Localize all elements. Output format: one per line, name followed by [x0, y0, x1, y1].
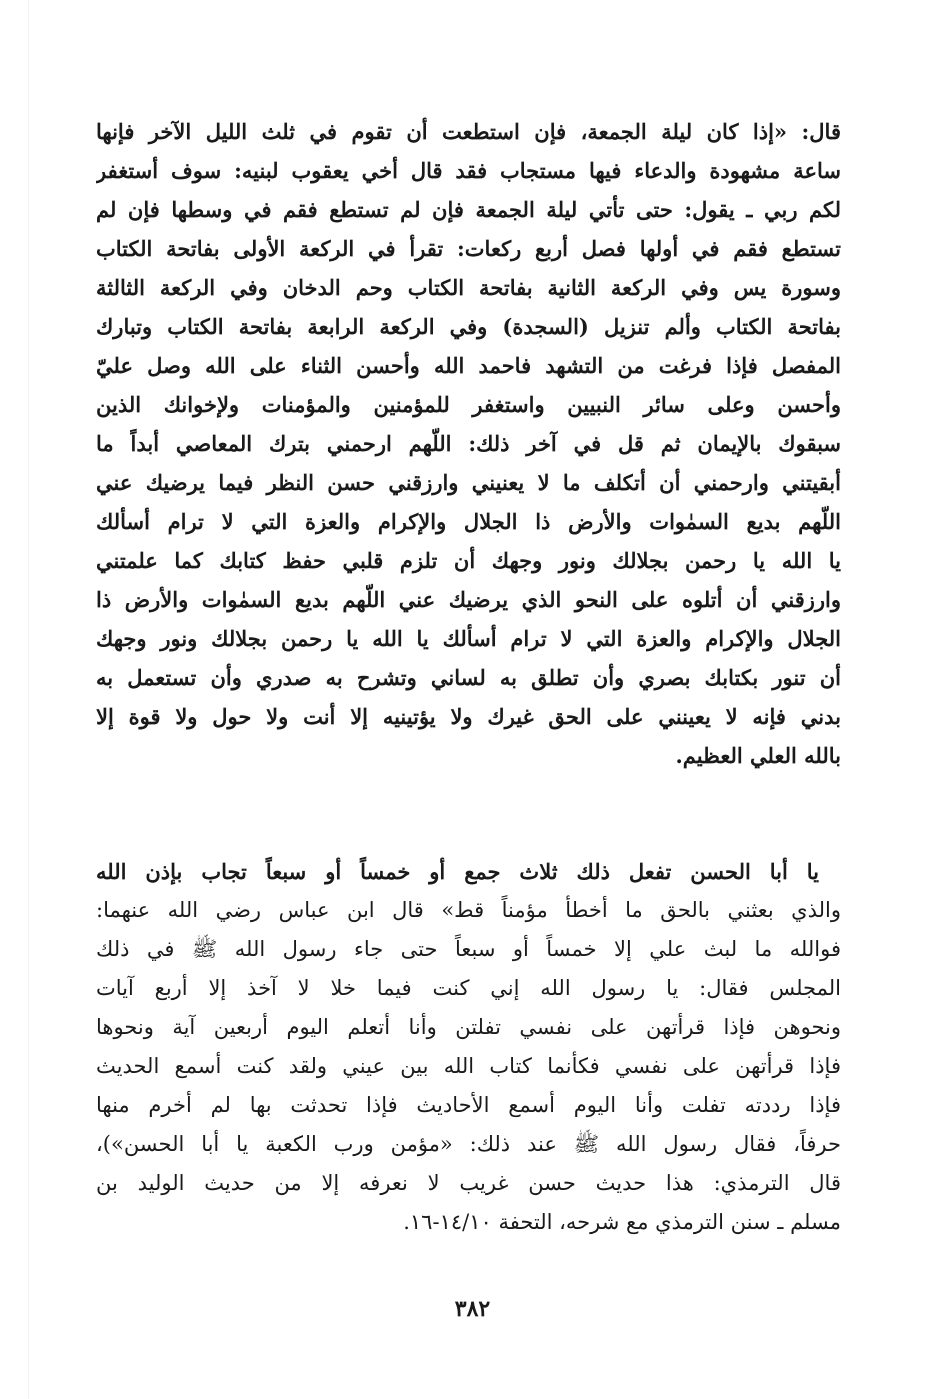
- paragraph-narration-text: [96, 852, 841, 1242]
- text-line: المفصل فإذا فرغت من التشهد فاحمد الله وأحسن الثناء على الله وصل عليّ: [96, 353, 841, 378]
- scan-shadow-edge: [28, 0, 29, 1399]
- text-line: قال: «إذا كان ليلة الجمعة، فإن استطعت أن تقوم في ثلث الليل الآخر فإنها: [96, 119, 841, 144]
- text-line: أبقيتني وارحمني أن أتكلف ما لا يعنيني وارزقني حسن النظر فيما يرضيك عني: [96, 470, 841, 495]
- text-line: لكم ربي ـ يقول: حتى تأتي ليلة الجمعة فإن لم تستطع فقم في وسطها فإن لم: [96, 197, 841, 222]
- text-line: اللّهم بديع السمٰوات والأرض ذا الجلال والإكرام والعزة التي لا ترام أسألك: [96, 509, 841, 534]
- text-line: مسلم ـ سنن الترمذي مع شرحه، التحفة ١٤/١٠-١٦.: [403, 1210, 841, 1234]
- text-line: فإذا قرأتهن على نفسي فكأنما كتاب الله بين عيني ولقد كنت أسمع الحديث: [96, 1054, 841, 1078]
- text-line: ساعة مشهودة والدعاء فيها مستجاب فقد قال أخي يعقوب لبنيه: سوف أستغفر: [96, 158, 841, 183]
- text-line: الجلال والإكرام والعزة التي لا ترام أسألك يا الله يا رحمن بجلالك ونور وجهك: [96, 626, 841, 651]
- text-line: وسورة يس وفي الركعة الثانية بفاتحة الكتاب وحم الدخان وفي الركعة الثالثة: [96, 275, 841, 300]
- text-line: سبقوك بالإيمان ثم قل في آخر ذلك: اللّهم ارحمني بترك المعاصي أبداً ما: [96, 431, 841, 456]
- text-line: والذي بعثني بالحق ما أخطأ مؤمناً قط» قال ابن عباس رضي الله عنهما:: [96, 898, 841, 922]
- text-line: وأحسن وعلى سائر النبيين واستغفر للمؤمنين والمؤمنات ولإخوانك الذين: [96, 392, 841, 417]
- text-line: حرفاً، فقال رسول الله ﷺ عند ذلك: «مؤمن ورب الكعبة يا أبا الحسن»)،: [96, 1132, 841, 1156]
- text-line: فإذا رددته تفلت وأنا اليوم أسمع الأحاديث فإذا تحدثت بها لم أخرم منها: [96, 1093, 841, 1117]
- paragraph-hadith-text: [96, 112, 841, 775]
- text-line: المجلس فقال: يا رسول الله إني كنت فيما خلا لا آخذ إلا أربع آيات: [96, 976, 841, 1000]
- text-line: تستطع فقم في أولها فصل أربع ركعات: تقرأ في الركعة الأولى بفاتحة الكتاب: [96, 236, 841, 261]
- text-line: بالله العلي العظيم.: [675, 743, 841, 768]
- text-line: ونحوهن فإذا قرأتهن على نفسي تفلتن وأنا أتعلم اليوم أربعين آية ونحوها: [96, 1015, 841, 1039]
- text-line: بدني فإنه لا يعينني على الحق غيرك ولا يؤتينيه إلا أنت ولا حول ولا قوة إلا: [96, 704, 841, 729]
- text-line: قال الترمذي: هذا حديث حسن غريب لا نعرفه إلا من حديث الوليد بن: [96, 1171, 841, 1195]
- text-line: أن تنور بكتابك بصري وأن تطلق به لساني وتشرح به صدري وأن تستعمل به: [96, 665, 841, 690]
- text-line: بفاتحة الكتاب وألم تنزيل (السجدة) وفي الركعة الرابعة بفاتحة الكتاب وتبارك: [96, 314, 841, 339]
- text-line: يا أبا الحسن تفعل ذلك ثلاث جمع أو خمساً أو سبعاً تجاب بإذن الله: [96, 859, 819, 884]
- page-number: ٣٨٢: [454, 1296, 491, 1322]
- text-line: وارزقني أن أتلوه على النحو الذي يرضيك عني اللّهم بديع السمٰوات والأرض ذا: [96, 587, 841, 612]
- text-line: فوالله ما لبث علي إلا خمساً أو سبعاً حتى جاء رسول الله ﷺ في ذلك: [96, 937, 841, 961]
- text-line: يا الله يا رحمن بجلالك ونور وجهك أن تلزم قلبي حفظ كتابك كما علمتني: [96, 548, 841, 573]
